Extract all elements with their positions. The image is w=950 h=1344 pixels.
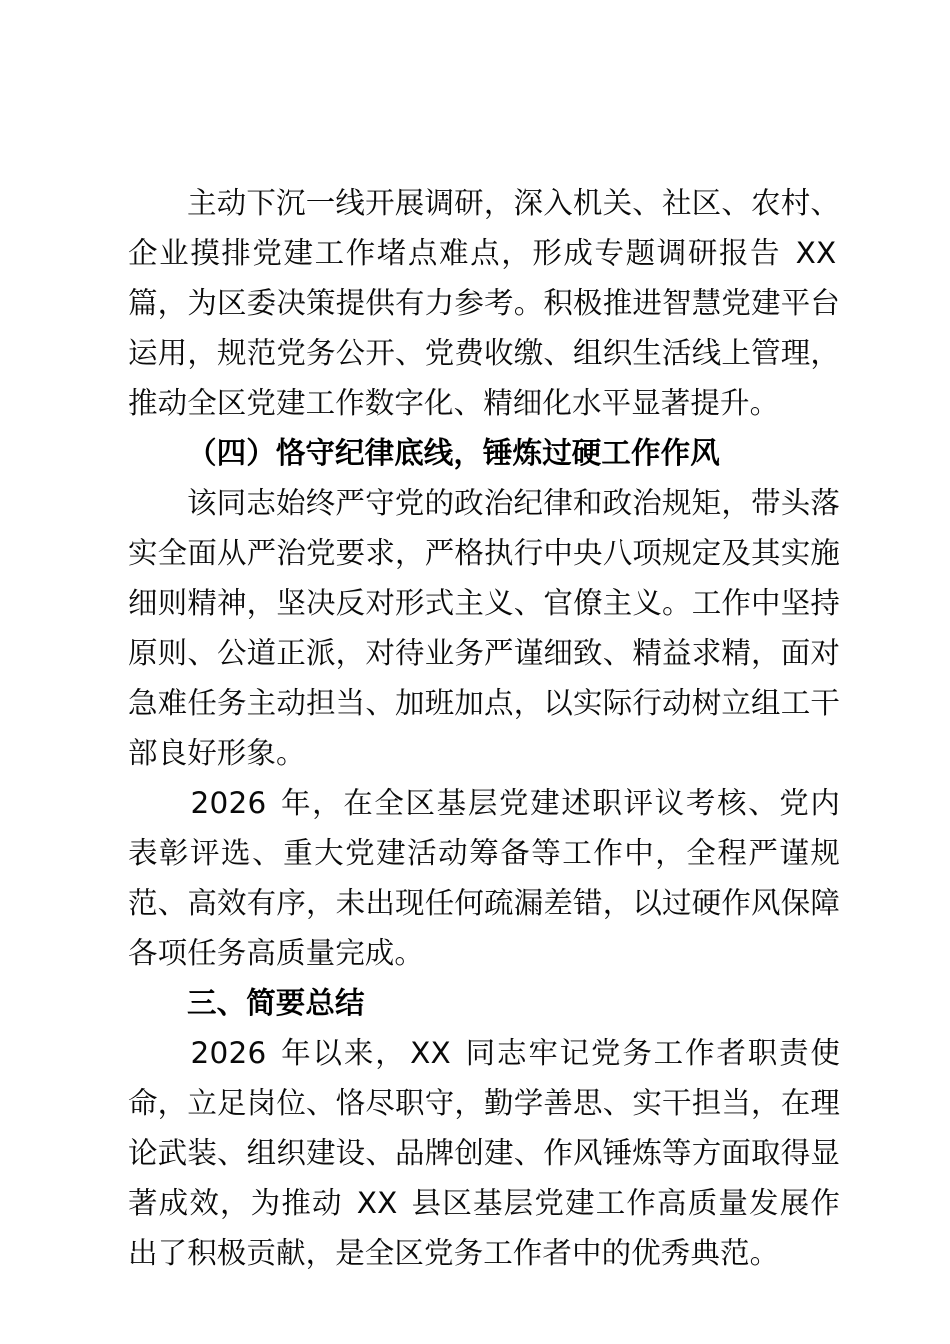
heading-section-four: （四）恪守纪律底线，锤炼过硬工作作风 xyxy=(187,436,720,470)
paragraph-2026-review: 2026 年，在全区基层党建述职评议考核、党内表彰评选、重大党建活动筹备等工作中，全程严谨规范、高效有序，未出现任何疏漏差错，以过硬作风保障各项任务高质量完成。 xyxy=(128,786,840,970)
document-body xyxy=(128,178,840,1278)
paragraph-summary: 2026 年以来， XX 同志牢记党务工作者职责使命，立足岗位、恪尽职守，勤学善思、实干担当，在理论武装、组织建设、品牌创建、作风锤炼等方面取得显著成效，为推动 XX 县区基层党建工作高质量发展作出了积极贡献，是全区党务工作者中的优秀典范。 xyxy=(128,1036,840,1270)
paragraph-research: 主动下沉一线开展调研，深入机关、社区、农村、企业摸排党建工作堵点难点，形成专题调研报告 XX 篇，为区委决策提供有力参考。积极推进智慧党建平台运用，规范党务公开、党费收缴、组织生活线上管理，推动全区党建工作数字化、精细化水平显著提升。 xyxy=(128,186,840,420)
heading-section-three-summary: 三、简要总结 xyxy=(187,986,365,1020)
paragraph-discipline: 该同志始终严守党的政治纪律和政治规矩，带头落实全面从严治党要求，严格执行中央八项规定及其实施细则精神，坚决反对形式主义、官僚主义。工作中坚持原则、公道正派，对待业务严谨细致、精益求精，面对急难任务主动担当、加班加点，以实际行动树立组工干部良好形象。 xyxy=(128,486,840,770)
